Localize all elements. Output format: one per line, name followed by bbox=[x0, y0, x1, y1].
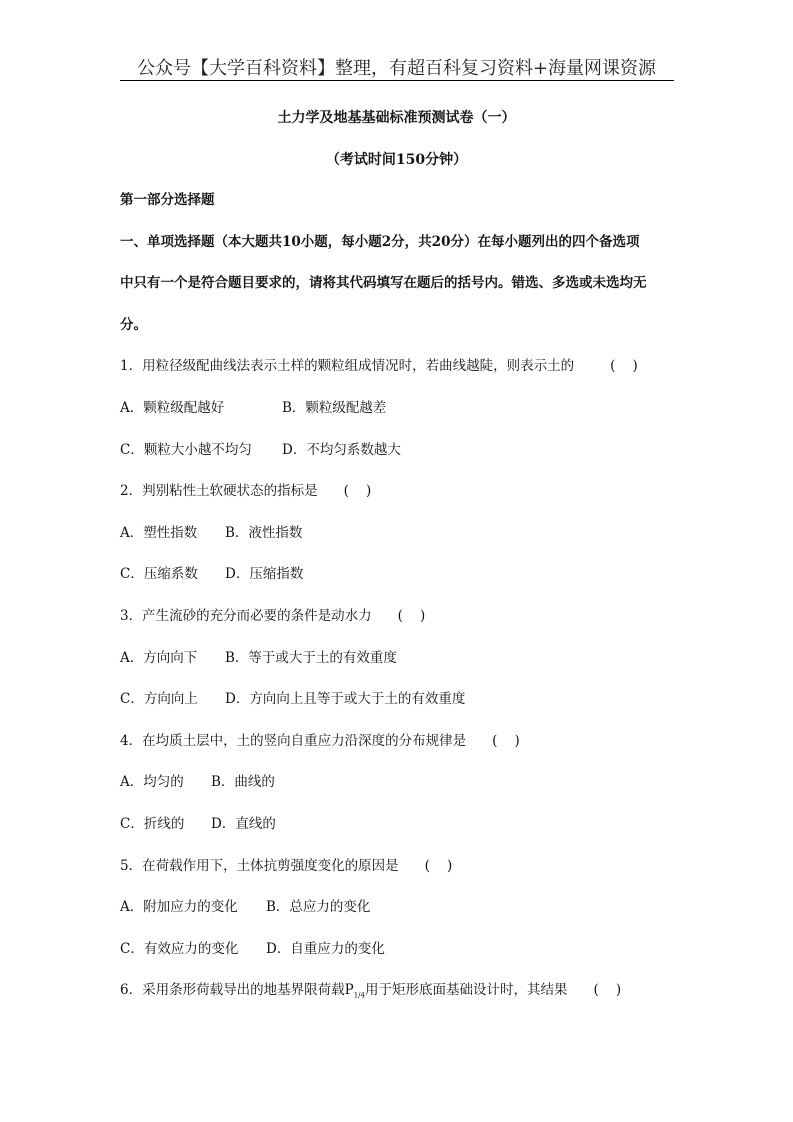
answer-paren: ( ) bbox=[593, 982, 622, 999]
question-3 bbox=[120, 602, 674, 644]
option-c: C．折线的 bbox=[120, 815, 185, 832]
question-stem: 3．产生流砂的充分而必要的条件是动水力 bbox=[120, 607, 372, 624]
option-b: B．颗粒级配越差 bbox=[282, 399, 387, 416]
option-d: D．方向向上且等于或大于土的有效重度 bbox=[225, 691, 466, 708]
option-c: C．有效应力的变化 bbox=[120, 940, 239, 957]
option-c: C．颗粒大小越不均匀 bbox=[120, 441, 252, 458]
option-b: B．总应力的变化 bbox=[266, 899, 371, 916]
option-a: A．均匀的 bbox=[120, 774, 184, 791]
question-5 bbox=[120, 852, 674, 894]
answer-paren: ( ) bbox=[424, 857, 453, 874]
option-a: A．附加应力的变化 bbox=[120, 899, 238, 916]
question-stem: 6．采用条形荷载导出的地基界限荷载P bbox=[120, 982, 354, 999]
question-6 bbox=[120, 976, 674, 1018]
page-header: 公众号【大学百科资料】整理，有超百科复习资料+海量网课资源 bbox=[136, 58, 657, 79]
document-body bbox=[120, 186, 674, 1018]
instructions-line: 一、单项选择题（本大题共10小题，每小题2分，共20分）在每小题列出的四个备选项 bbox=[120, 233, 640, 250]
option-b: B．等于或大于土的有效重度 bbox=[225, 649, 397, 666]
option-a: A．塑性指数 bbox=[120, 524, 198, 541]
instructions-line: 分。 bbox=[120, 316, 147, 333]
question-2 bbox=[120, 477, 674, 519]
question-stem: 2．判别粘性土软硬状态的指标是 bbox=[120, 483, 318, 500]
exam-duration: （考试时间150分钟） bbox=[325, 152, 468, 168]
answer-paren: ( ) bbox=[397, 607, 426, 624]
option-b: B．曲线的 bbox=[211, 774, 275, 791]
exam-title: 土力学及地基基础标准预测试卷（一） bbox=[277, 110, 516, 126]
section-heading: 第一部分选择题 bbox=[120, 192, 215, 208]
option-c: C．压缩系数 bbox=[120, 566, 198, 583]
question-1 bbox=[120, 352, 674, 394]
option-c: C．方向向上 bbox=[120, 691, 198, 708]
option-d: D．压缩指数 bbox=[225, 566, 304, 583]
question-stem-cont: 用于矩形底面基础设计时，其结果 bbox=[364, 982, 568, 999]
option-b: B．液性指数 bbox=[225, 524, 303, 541]
subscript: 1/4 bbox=[353, 991, 365, 1000]
header-rule bbox=[120, 80, 674, 81]
option-d: D．自重应力的变化 bbox=[266, 940, 385, 957]
answer-paren: ( ) bbox=[343, 483, 372, 500]
option-a: A．方向向下 bbox=[120, 649, 198, 666]
option-d: D．不均匀系数越大 bbox=[282, 441, 401, 458]
instructions-line: 中只有一个是符合题目要求的，请将其代码填写在题后的括号内。错选、多选或未选均无 bbox=[120, 275, 647, 292]
question-stem: 1．用粒径级配曲线法表示土样的颗粒组成情况时，若曲线越陡，则表示土的 bbox=[120, 358, 575, 375]
answer-paren: ( ) bbox=[610, 358, 638, 375]
option-d: D．直线的 bbox=[211, 815, 276, 832]
question-4 bbox=[120, 727, 674, 769]
question-stem: 4．在均质土层中，土的竖向自重应力沿深度的分布规律是 bbox=[120, 732, 467, 749]
question-stem: 5．在荷载作用下，土体抗剪强度变化的原因是 bbox=[120, 857, 399, 874]
answer-paren: ( ) bbox=[492, 732, 520, 749]
option-a: A．颗粒级配越好 bbox=[120, 399, 225, 416]
